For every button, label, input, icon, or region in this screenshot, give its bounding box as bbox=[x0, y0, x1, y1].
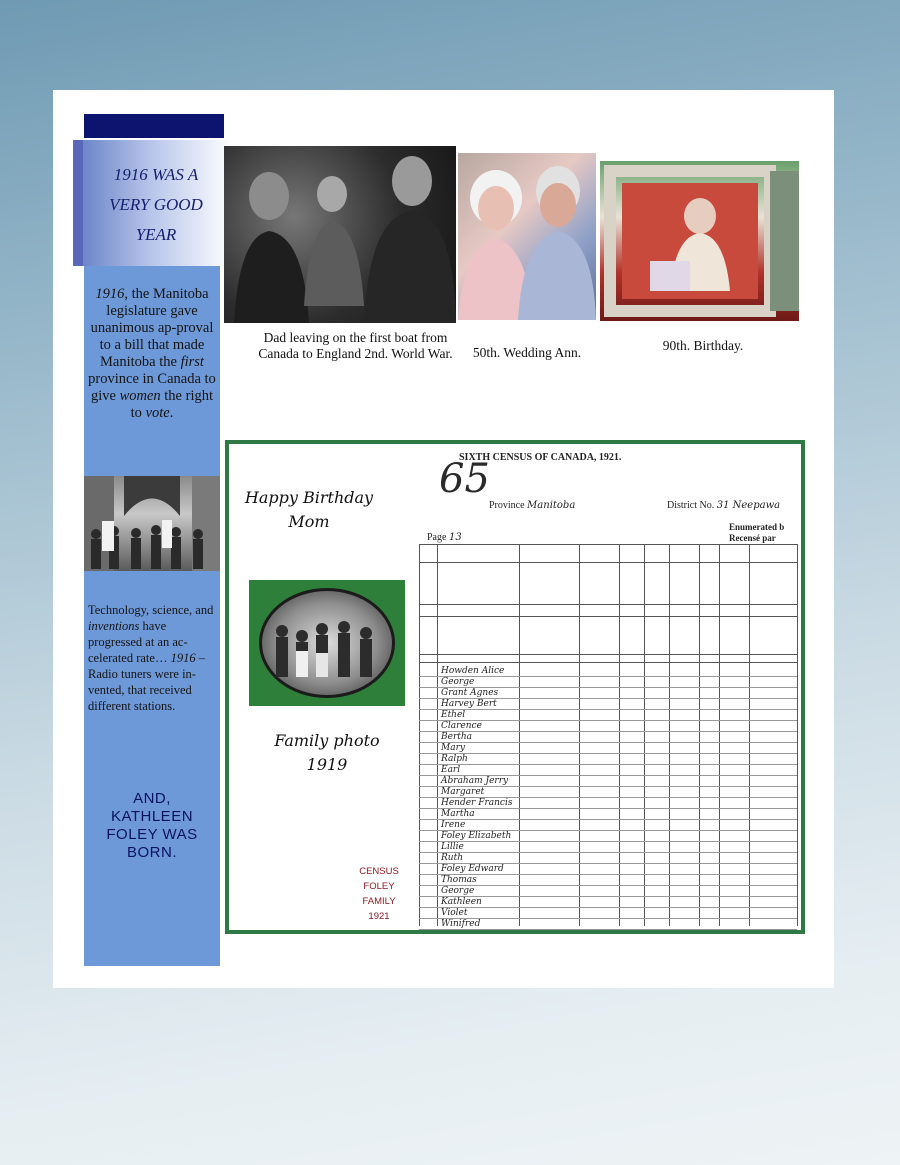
census-row-name: Lillie bbox=[441, 842, 464, 852]
tech-text-part: Technology, science, and bbox=[88, 603, 214, 617]
table-row-rule bbox=[419, 676, 797, 677]
title-accent-bar bbox=[84, 114, 224, 138]
birthday-greeting bbox=[239, 486, 379, 534]
table-row-rule bbox=[419, 709, 797, 710]
women-emphasis: women bbox=[119, 388, 161, 404]
page-title bbox=[91, 160, 221, 250]
page-field bbox=[427, 532, 462, 543]
census-doc-title: SIXTH CENSUS OF CANADA, 1921. bbox=[459, 452, 622, 463]
census-row-name: Ruth bbox=[441, 853, 463, 863]
census-row-name: Harvey Bert bbox=[441, 699, 497, 709]
census-row-name: Clarence bbox=[441, 721, 482, 731]
year-title-box bbox=[73, 140, 233, 266]
table-column-rule bbox=[519, 544, 520, 926]
census-family-label bbox=[349, 864, 409, 924]
title-line: VERY GOOD bbox=[109, 195, 203, 214]
table-row-rule bbox=[419, 819, 797, 820]
district-value: 31 Neepawa bbox=[716, 500, 781, 511]
table-column-rule bbox=[669, 544, 670, 926]
year-emphasis: 1916 bbox=[170, 651, 196, 665]
table-header-rule bbox=[419, 544, 797, 545]
census-row-name: Martha bbox=[441, 809, 475, 819]
table-header-rule bbox=[419, 562, 797, 563]
born-line: FOLEY WAS bbox=[106, 826, 198, 843]
born-line: AND, bbox=[133, 790, 171, 807]
born-line: KATHLEEN bbox=[110, 808, 194, 825]
first-emphasis: first bbox=[180, 354, 204, 370]
census-row-name: Margaret bbox=[441, 787, 485, 797]
table-column-rule bbox=[797, 544, 798, 926]
law-text-part: the right to bbox=[130, 388, 214, 421]
table-row-rule bbox=[419, 808, 797, 809]
table-row-rule bbox=[419, 852, 797, 853]
table-header-rule bbox=[419, 654, 797, 655]
year-emphasis: 1916 bbox=[95, 286, 125, 302]
table-row-rule bbox=[419, 929, 797, 930]
inventions-emphasis: inventions bbox=[88, 619, 140, 633]
table-row-rule bbox=[419, 731, 797, 732]
wedding-photo-caption: 50th. Wedding Ann. bbox=[472, 345, 582, 360]
table-row-rule bbox=[419, 753, 797, 754]
table-column-rule bbox=[619, 544, 620, 926]
page-label: Page bbox=[427, 532, 447, 543]
enumerated-line: Recensé par bbox=[729, 533, 776, 543]
census-label-line: 1921 bbox=[368, 911, 390, 922]
table-row-rule bbox=[419, 907, 797, 908]
tech-text-part: – Radio tuners were in-vented, that received different stations. bbox=[88, 651, 205, 713]
census-label-line: FAMILY bbox=[362, 896, 396, 907]
table-column-rule bbox=[437, 544, 438, 926]
census-row-name: Foley Elizabeth bbox=[441, 831, 512, 841]
census-row-name: Foley Edward bbox=[441, 864, 504, 874]
page-value: 13 bbox=[448, 532, 462, 543]
census-label-line: CENSUS bbox=[359, 866, 399, 877]
census-row-name: Kathleen bbox=[441, 897, 482, 907]
table-column-rule bbox=[419, 544, 420, 926]
table-column-rule bbox=[719, 544, 720, 926]
district-label: District No. bbox=[667, 500, 715, 511]
census-row-name: Grant Agnes bbox=[441, 688, 499, 698]
province-value: Manitoba bbox=[527, 500, 576, 511]
family-photo-line: Family photo bbox=[274, 731, 380, 750]
law-text-part: province in Canada to give bbox=[88, 371, 216, 404]
census-row-name: Earl bbox=[441, 765, 461, 775]
census-row-name: Ethel bbox=[441, 710, 466, 720]
province-field bbox=[489, 500, 575, 511]
enumerated-heading bbox=[729, 522, 784, 544]
table-row-rule bbox=[419, 764, 797, 765]
table-row-rule bbox=[419, 885, 797, 886]
census-table bbox=[419, 544, 797, 929]
census-row-name: Abraham Jerry bbox=[441, 776, 509, 786]
census-row-name: Bertha bbox=[441, 732, 473, 742]
ninetieth-birthday-photo bbox=[600, 161, 799, 321]
birth-announcement bbox=[84, 790, 220, 862]
census-row-name: Thomas bbox=[441, 875, 477, 885]
district-field bbox=[667, 500, 780, 511]
family-photo-line: 1919 bbox=[306, 755, 348, 774]
table-column-rule bbox=[699, 544, 700, 926]
table-row-rule bbox=[419, 742, 797, 743]
born-line: BORN. bbox=[126, 844, 177, 861]
wedding-anniversary-photo bbox=[458, 153, 596, 320]
census-row-name: Winifred bbox=[441, 919, 481, 929]
census-panel bbox=[225, 440, 805, 934]
table-column-rule bbox=[579, 544, 580, 926]
census-row-name: Mary bbox=[441, 743, 465, 753]
greeting-line: Happy Birthday bbox=[244, 488, 374, 507]
table-row-rule bbox=[419, 841, 797, 842]
title-line: 1916 WAS A bbox=[113, 165, 199, 184]
greeting-line: Mom bbox=[288, 512, 330, 531]
province-label: Province bbox=[489, 500, 525, 511]
table-header-rule bbox=[419, 604, 797, 605]
table-header-rule bbox=[419, 662, 797, 663]
census-row-name: George bbox=[441, 886, 475, 896]
census-document bbox=[419, 448, 797, 929]
law-text-part: , the Manitoba legislature gave unanimous ap-proval to a bill that made Manitoba the bbox=[90, 286, 214, 370]
census-row-name: George bbox=[441, 677, 475, 687]
census-row-name: Irene bbox=[441, 820, 466, 830]
technology-text bbox=[88, 602, 218, 714]
family-photo bbox=[259, 588, 395, 698]
dad-photo-caption: Dad leaving on the first boat from Canada to England 2nd. World War. bbox=[258, 330, 453, 361]
birthday-photo-caption: 90th. Birthday. bbox=[662, 338, 744, 353]
census-row-name: Ralph bbox=[441, 754, 468, 764]
census-row-name: Hender Francis bbox=[441, 798, 513, 808]
census-label-line: FOLEY bbox=[363, 881, 395, 892]
census-row-name: Howden Alice bbox=[441, 666, 505, 676]
enumerated-line: Enumerated b bbox=[729, 522, 785, 532]
table-column-rule bbox=[749, 544, 750, 926]
tech-text-part: have progressed at an ac-celerated rate… bbox=[88, 619, 188, 665]
suffrage-crowd-photo bbox=[84, 476, 220, 571]
dad-family-photo bbox=[224, 146, 456, 323]
title-line: YEAR bbox=[135, 225, 177, 244]
law-text-part: . bbox=[169, 405, 174, 421]
family-photo-label bbox=[249, 729, 405, 777]
table-header-rule bbox=[419, 616, 797, 617]
census-row-name: Violet bbox=[441, 908, 468, 918]
table-column-rule bbox=[644, 544, 645, 926]
family-photo-frame bbox=[249, 580, 405, 706]
vote-emphasis: vote bbox=[145, 405, 170, 421]
voting-law-text bbox=[84, 286, 220, 422]
left-sidebar bbox=[84, 266, 220, 966]
handwritten-number: 65 bbox=[439, 456, 490, 502]
poster-page bbox=[53, 90, 834, 988]
